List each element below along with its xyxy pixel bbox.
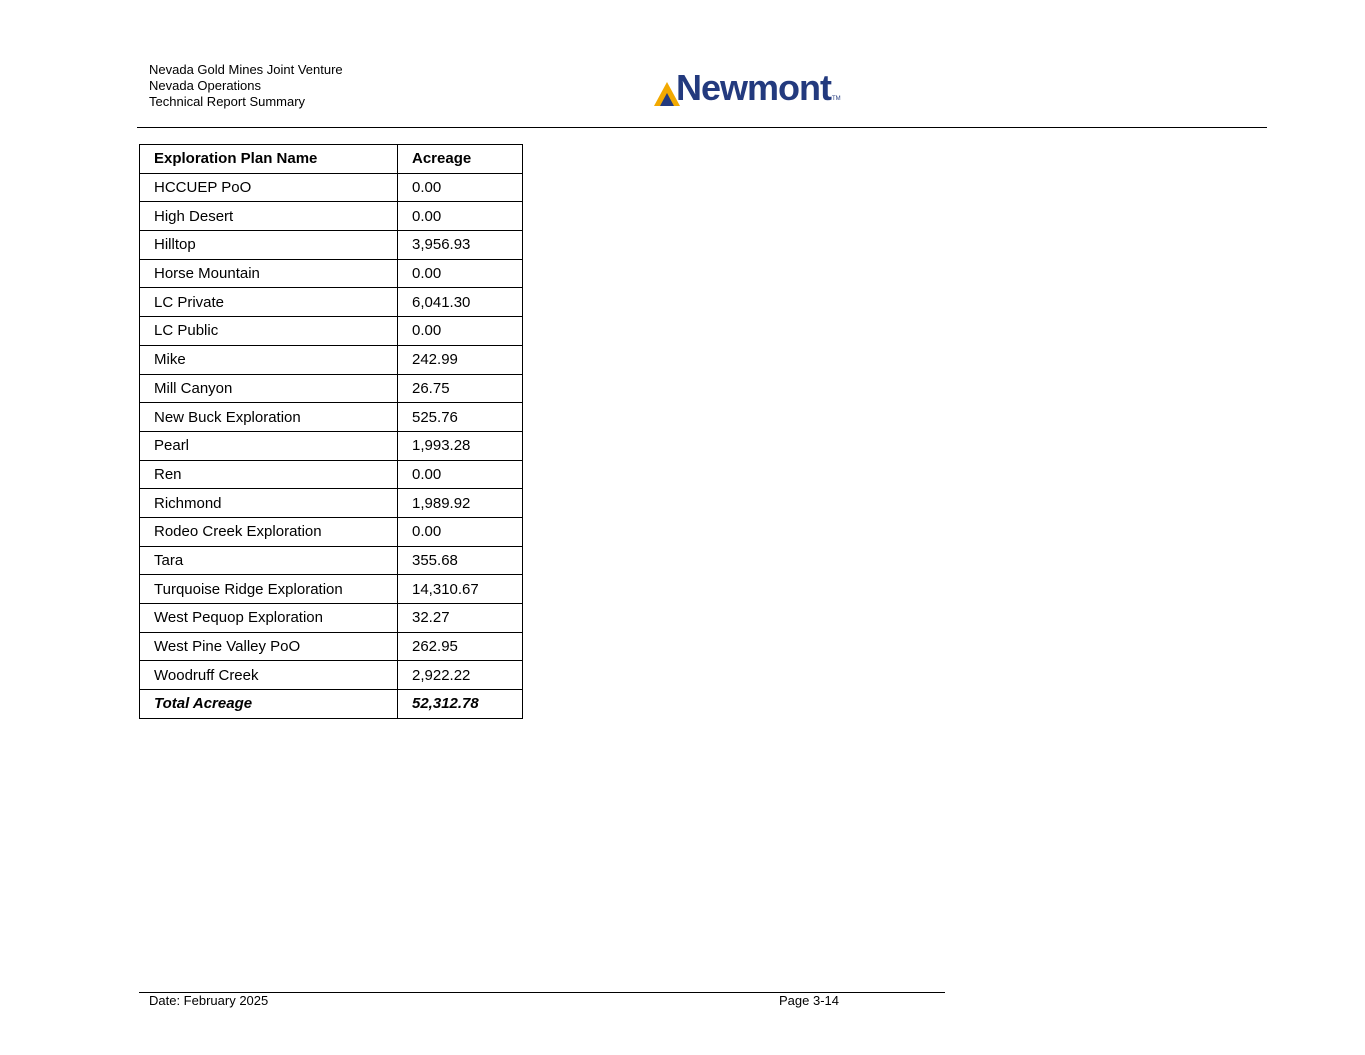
table-row bbox=[140, 403, 523, 432]
acreage-cell: 0.00 bbox=[398, 460, 523, 489]
column-header-acreage: Acreage bbox=[398, 145, 523, 174]
table-row bbox=[140, 231, 523, 260]
newmont-logo bbox=[654, 66, 841, 106]
acreage-cell: 3,956.93 bbox=[398, 231, 523, 260]
acreage-cell: 355.68 bbox=[398, 546, 523, 575]
plan-name-cell: LC Private bbox=[140, 288, 398, 317]
exploration-plans-table bbox=[139, 144, 523, 719]
plan-name-cell: Horse Mountain bbox=[140, 259, 398, 288]
logo-wordmark: Newmont bbox=[676, 67, 831, 108]
header-company: Nevada Gold Mines Joint Venture bbox=[149, 62, 343, 77]
plan-name-cell: Tara bbox=[140, 546, 398, 575]
table-row bbox=[140, 317, 523, 346]
header-divider bbox=[137, 127, 1267, 128]
table-row bbox=[140, 489, 523, 518]
acreage-cell: 0.00 bbox=[398, 202, 523, 231]
header-report-title: Technical Report Summary bbox=[149, 94, 306, 109]
acreage-cell: 0.00 bbox=[398, 317, 523, 346]
acreage-cell: 14,310.67 bbox=[398, 575, 523, 604]
acreage-cell: 1,993.28 bbox=[398, 431, 523, 460]
table-row bbox=[140, 374, 523, 403]
plan-name-cell: Richmond bbox=[140, 489, 398, 518]
table-row bbox=[140, 575, 523, 604]
acreage-cell: 0.00 bbox=[398, 517, 523, 546]
plan-name-cell: Hilltop bbox=[140, 231, 398, 260]
table-row bbox=[140, 431, 523, 460]
plan-name-cell: Ren bbox=[140, 460, 398, 489]
table-row bbox=[140, 460, 523, 489]
acreage-cell: 525.76 bbox=[398, 403, 523, 432]
plan-name-cell: Rodeo Creek Exploration bbox=[140, 517, 398, 546]
acreage-cell: 0.00 bbox=[398, 259, 523, 288]
acreage-cell: 26.75 bbox=[398, 374, 523, 403]
logo-trademark: TM bbox=[832, 96, 841, 102]
total-label: Total Acreage bbox=[140, 690, 398, 719]
plan-name-cell: Mike bbox=[140, 345, 398, 374]
table-row bbox=[140, 517, 523, 546]
plan-name-cell: West Pine Valley PoO bbox=[140, 632, 398, 661]
table-row bbox=[140, 259, 523, 288]
acreage-cell: 0.00 bbox=[398, 173, 523, 202]
document-header bbox=[149, 62, 343, 110]
table-row bbox=[140, 288, 523, 317]
table-header-row bbox=[140, 145, 523, 174]
plan-name-cell: Woodruff Creek bbox=[140, 661, 398, 690]
table-row bbox=[140, 345, 523, 374]
acreage-cell: 242.99 bbox=[398, 345, 523, 374]
table-row bbox=[140, 661, 523, 690]
plan-name-cell: LC Public bbox=[140, 317, 398, 346]
acreage-cell: 1,989.92 bbox=[398, 489, 523, 518]
acreage-cell: 32.27 bbox=[398, 604, 523, 633]
plan-name-cell: Turquoise Ridge Exploration bbox=[140, 575, 398, 604]
acreage-cell: 2,922.22 bbox=[398, 661, 523, 690]
plan-name-cell: HCCUEP PoO bbox=[140, 173, 398, 202]
plan-name-cell: Pearl bbox=[140, 431, 398, 460]
footer-date: Date: February 2025 bbox=[149, 993, 269, 1008]
header-operations: Nevada Operations bbox=[149, 78, 262, 93]
page-number: Page 3-14 bbox=[779, 993, 839, 1008]
table-body bbox=[140, 173, 523, 689]
plan-name-cell: New Buck Exploration bbox=[140, 403, 398, 432]
plan-name-cell: West Pequop Exploration bbox=[140, 604, 398, 633]
acreage-cell: 262.95 bbox=[398, 632, 523, 661]
table-row bbox=[140, 632, 523, 661]
plan-name-cell: Mill Canyon bbox=[140, 374, 398, 403]
column-header-name: Exploration Plan Name bbox=[140, 145, 398, 174]
table-row bbox=[140, 546, 523, 575]
table-row bbox=[140, 173, 523, 202]
total-value: 52,312.78 bbox=[398, 690, 523, 719]
plan-name-cell: High Desert bbox=[140, 202, 398, 231]
total-row bbox=[140, 690, 523, 719]
acreage-cell: 6,041.30 bbox=[398, 288, 523, 317]
table-row bbox=[140, 604, 523, 633]
table-row bbox=[140, 202, 523, 231]
